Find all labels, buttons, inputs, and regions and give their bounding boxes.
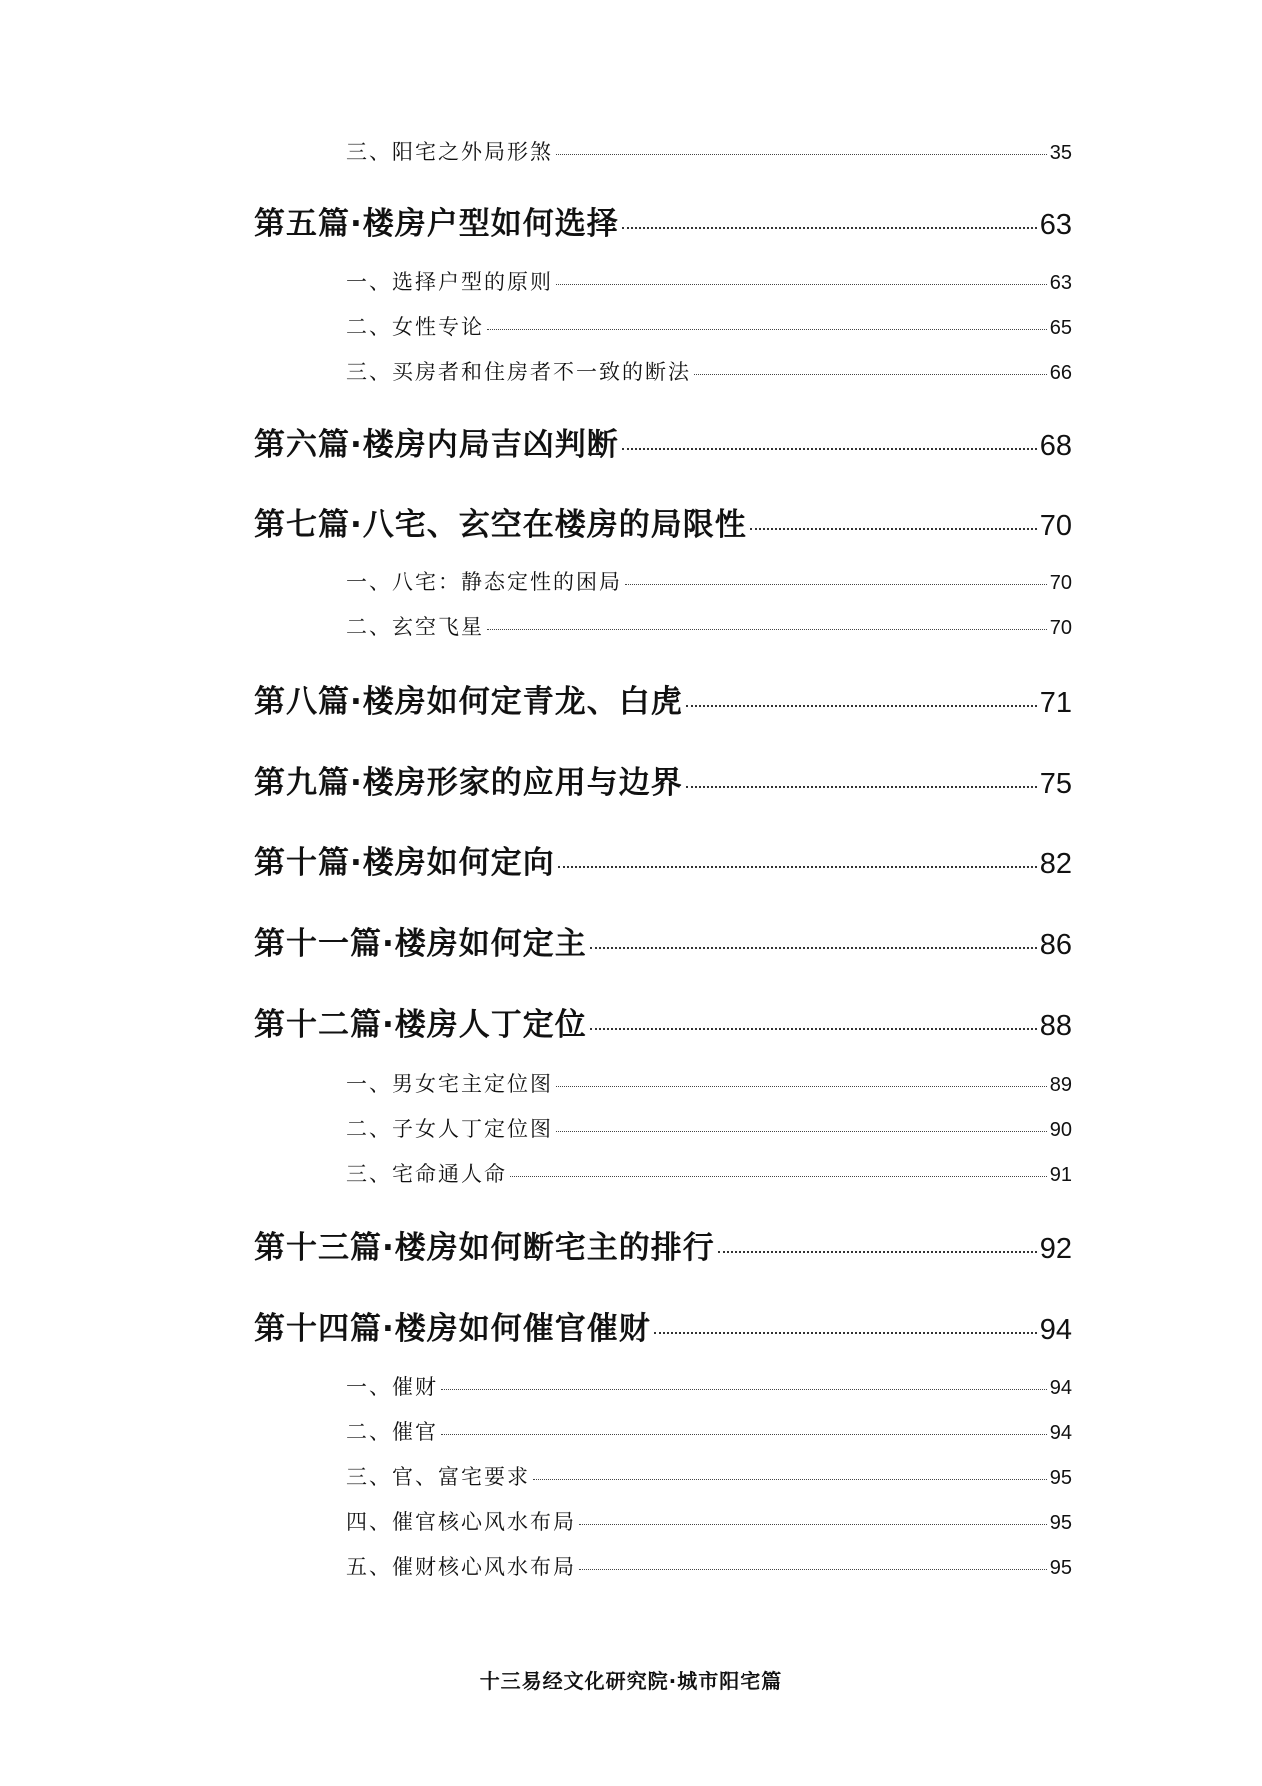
toc-chapter [254,1303,1072,1348]
toc-chapter [254,676,1072,721]
toc-chapter [254,419,1072,464]
toc-page-number: 65 [1049,317,1072,339]
toc-section [346,611,1072,641]
toc-page-number: 92 [1039,1233,1072,1265]
dot-leader [686,786,1037,788]
toc-chapter [254,198,1072,243]
toc-page-number: 95 [1049,1467,1072,1489]
toc-chapter [254,918,1072,963]
toc-page-number: 75 [1039,768,1072,800]
toc-page-number: 70 [1049,572,1072,594]
toc-page-number: 89 [1049,1074,1072,1096]
toc-entry-title: 三、阳宅之外局形煞 [346,140,553,164]
dot-leader [718,1251,1037,1253]
toc-page-number: 94 [1039,1314,1072,1346]
toc-page-number: 88 [1039,1010,1072,1042]
dot-leader [556,1086,1047,1087]
toc-section [346,1416,1072,1446]
toc-entry-title: 一、八宅：静态定性的困局 [346,570,622,594]
toc-entry-title: 二、催官 [346,1420,438,1444]
toc-page-number: 70 [1039,510,1072,542]
toc-chapter [254,837,1072,882]
toc-section [346,1371,1072,1401]
dot-leader [556,154,1047,155]
page-footer: 十三易经文化研究院·城市阳宅篇 [479,1669,783,1693]
toc-chapter [254,499,1072,544]
toc-chapter [254,1222,1072,1267]
toc-entry-title: 二、女性专论 [346,315,484,339]
dot-leader [533,1479,1047,1480]
toc-page-number: 95 [1049,1512,1072,1534]
toc-page-number: 70 [1049,617,1072,639]
dot-leader [579,1569,1047,1570]
toc-section [346,1113,1072,1143]
toc-section [346,1158,1072,1188]
toc-entry-title: 一、选择户型的原则 [346,270,553,294]
toc-page-number: 66 [1049,362,1072,384]
dot-leader [622,448,1037,450]
toc-section [346,311,1072,341]
toc-entry-title: 第九篇·楼房形家的应用与边界 [254,765,683,801]
toc-entry-title: 三、买房者和住房者不一致的断法 [346,360,691,384]
dot-leader [686,705,1037,707]
toc-entry-title: 三、宅命通人命 [346,1162,507,1186]
toc-section [346,1551,1072,1581]
dot-leader [441,1389,1047,1390]
toc-entry-title: 三、官、富宅要求 [346,1465,530,1489]
dot-leader [556,284,1047,285]
toc-section [346,266,1072,296]
dot-leader [487,329,1047,330]
toc-entry-title: 五、催财核心风水布局 [346,1555,576,1579]
dot-leader [625,584,1047,585]
toc-chapter [254,999,1072,1044]
dot-leader [750,528,1037,530]
toc-page-number: 91 [1049,1164,1072,1186]
dot-leader [441,1434,1047,1435]
toc-entry-title: 第七篇·八宅、玄空在楼房的局限性 [254,507,747,543]
toc-entry-title: 二、子女人丁定位图 [346,1117,553,1141]
toc-page-number: 68 [1039,430,1072,462]
toc-chapter [254,757,1072,802]
dot-leader [654,1332,1037,1334]
toc-entry-title: 第八篇·楼房如何定青龙、白虎 [254,684,683,720]
toc-section [346,1461,1072,1491]
toc-entry-title: 二、玄空飞星 [346,615,484,639]
dot-leader [556,1131,1047,1132]
toc-entry-title: 第六篇·楼房内局吉凶判断 [254,427,619,463]
toc-page-number: 94 [1049,1377,1072,1399]
toc-page-number: 82 [1039,848,1072,880]
toc-entry-title: 第十一篇·楼房如何定主 [254,926,587,962]
toc-entry-title: 第十四篇·楼房如何催官催财 [254,1311,651,1347]
dot-leader [510,1176,1047,1177]
dot-leader [487,629,1047,630]
toc-entry-title: 第十三篇·楼房如何断宅主的排行 [254,1230,715,1266]
toc-page-number: 71 [1039,687,1072,719]
toc-page-number: 63 [1049,272,1072,294]
dot-leader [579,1524,1047,1525]
toc-page-number: 63 [1039,209,1072,241]
toc-page-number: 35 [1049,142,1072,164]
toc-entry-title: 第五篇·楼房户型如何选择 [254,206,619,242]
toc-section [346,1506,1072,1536]
toc-section [346,566,1072,596]
toc-page-number: 86 [1039,929,1072,961]
dot-leader [558,866,1037,868]
toc-section [346,136,1072,166]
toc-page-number: 95 [1049,1557,1072,1579]
dot-leader [694,374,1047,375]
dot-leader [622,227,1037,229]
toc-entry-title: 第十二篇·楼房人丁定位 [254,1007,587,1043]
toc-entry-title: 一、男女宅主定位图 [346,1072,553,1096]
dot-leader [590,947,1037,949]
toc-entry-title: 第十篇·楼房如何定向 [254,845,555,881]
toc-entry-title: 四、催官核心风水布局 [346,1510,576,1534]
dot-leader [590,1028,1037,1030]
toc-page-number: 90 [1049,1119,1072,1141]
toc-section [346,1068,1072,1098]
toc-entry-title: 一、催财 [346,1375,438,1399]
toc-section [346,356,1072,386]
toc-page-number: 94 [1049,1422,1072,1444]
